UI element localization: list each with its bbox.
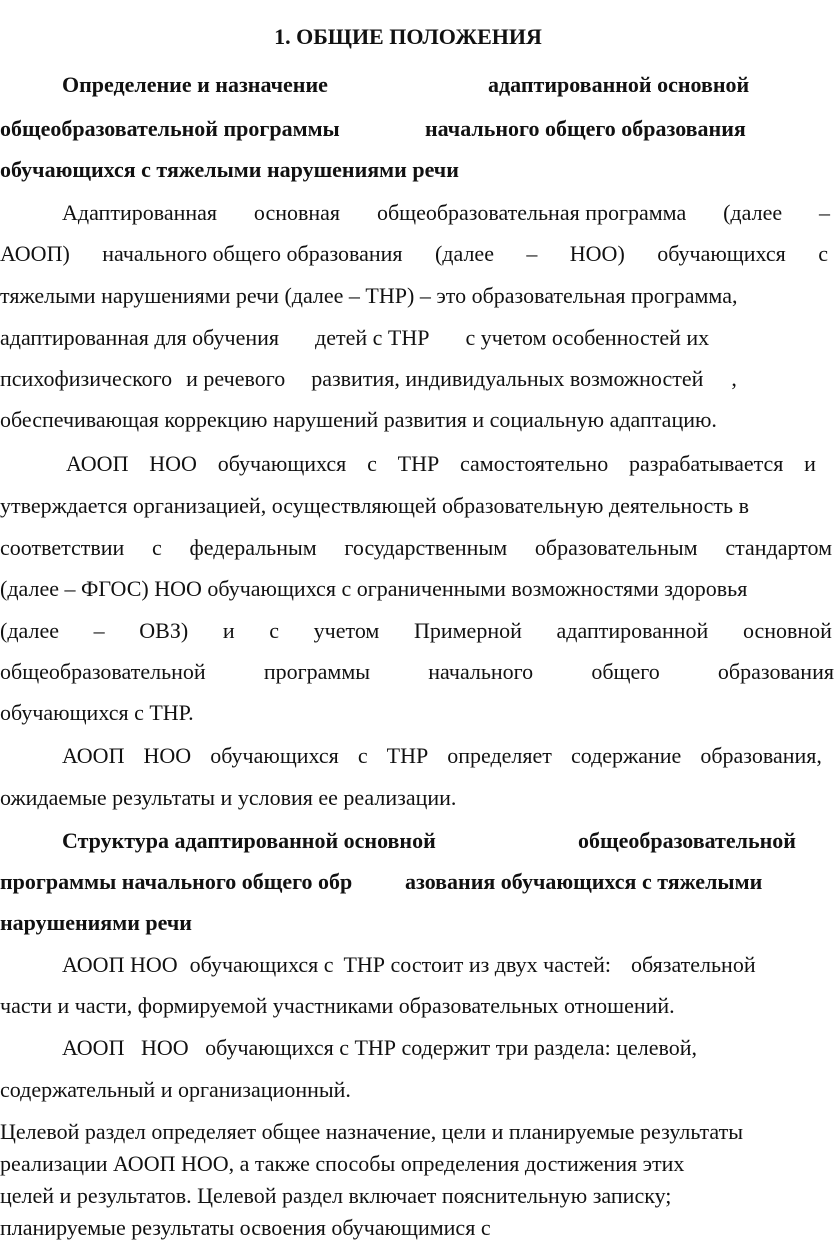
para2-line5: (далее – ОВЗ) и с учетом Примерной адаптированной основной	[0, 618, 832, 643]
para2-line1: АООП НОО обучающихся с ТНР самостоятельно разрабатывается и	[66, 451, 816, 476]
page-title: 1. ОБЩИЕ ПОЛОЖЕНИЯ	[274, 24, 542, 49]
para2-line7: обучающихся с ТНР.	[0, 700, 194, 725]
para2-line2: утверждается организацией, осуществляющей образовательную деятельность в	[0, 493, 749, 518]
para2-line6: общеобразовательной программы начального общего образования	[0, 659, 834, 684]
section1-heading-line2-left: общеобразовательной программы	[0, 116, 340, 141]
section1-heading-line3: обучающихся с тяжелыми нарушениями речи	[0, 157, 459, 182]
section2-heading-line3: нарушениями речи	[0, 910, 192, 935]
para1-line6: обеспечивающая коррекцию нарушений развития и социальную адаптацию.	[0, 407, 717, 432]
section2-heading-line1-right: общеобразовательной	[578, 828, 796, 853]
para6-line1: Целевой раздел определяет общее назначение, цели и планируемые результаты	[0, 1119, 743, 1144]
para1-line5: психофизического и речевого развития, индивидуальных возможностей ,	[0, 366, 737, 391]
para4-line1: АООП НОО обучающихся с ТНР состоит из двух частей: обязательной	[62, 952, 756, 977]
para1-line4: адаптированная для обучения детей с ТНР с учетом особенностей их	[0, 325, 710, 350]
para6-line4: планируемые результаты освоения обучающимися с	[0, 1215, 491, 1240]
para1-line1: Адаптированная основная общеобразовательная программа (далее –	[62, 200, 830, 225]
section1-heading-line2-right: начального общего образования	[425, 116, 746, 141]
para3-line1: АООП НОО обучающихся с ТНР определяет содержание образования,	[62, 743, 822, 768]
para1-line2: АООП) начального общего образования (далее – НОО) обучающихся с	[0, 241, 828, 266]
para1-line3: тяжелыми нарушениями речи (далее – ТНР) – это образовательная программа,	[0, 283, 738, 308]
section1-heading-line1-right: адаптированной основной	[488, 72, 750, 97]
section2-heading-line2-left: программы начального общего обр	[0, 869, 353, 894]
para6-line2: реализации АООП НОО, а также способы определения достижения этих	[0, 1151, 685, 1176]
para5-line2: содержательный и организационный.	[0, 1077, 351, 1102]
para4-line2: части и части, формируемой участниками образовательных отношений.	[0, 993, 675, 1018]
para3-line2: ожидаемые результаты и условия ее реализации.	[0, 785, 457, 810]
para6-line3: целей и результатов. Целевой раздел включает пояснительную записку;	[0, 1183, 672, 1208]
section2-heading-line1-left: Структура адаптированной основной	[62, 828, 436, 853]
section2-heading-line2-right: азования обучающихся с тяжелыми	[405, 869, 763, 894]
section1-heading-line1-left: Определение и назначение	[62, 72, 328, 97]
para2-line4: (далее – ФГОС) НОО обучающихся с ограниченными возможностями здоровья	[0, 576, 748, 601]
para2-line3: соответствии с федеральным государственным образовательным стандартом	[0, 535, 832, 560]
para5-line1: АООП НОО обучающихся с ТНР содержит три раздела: целевой,	[62, 1035, 698, 1060]
